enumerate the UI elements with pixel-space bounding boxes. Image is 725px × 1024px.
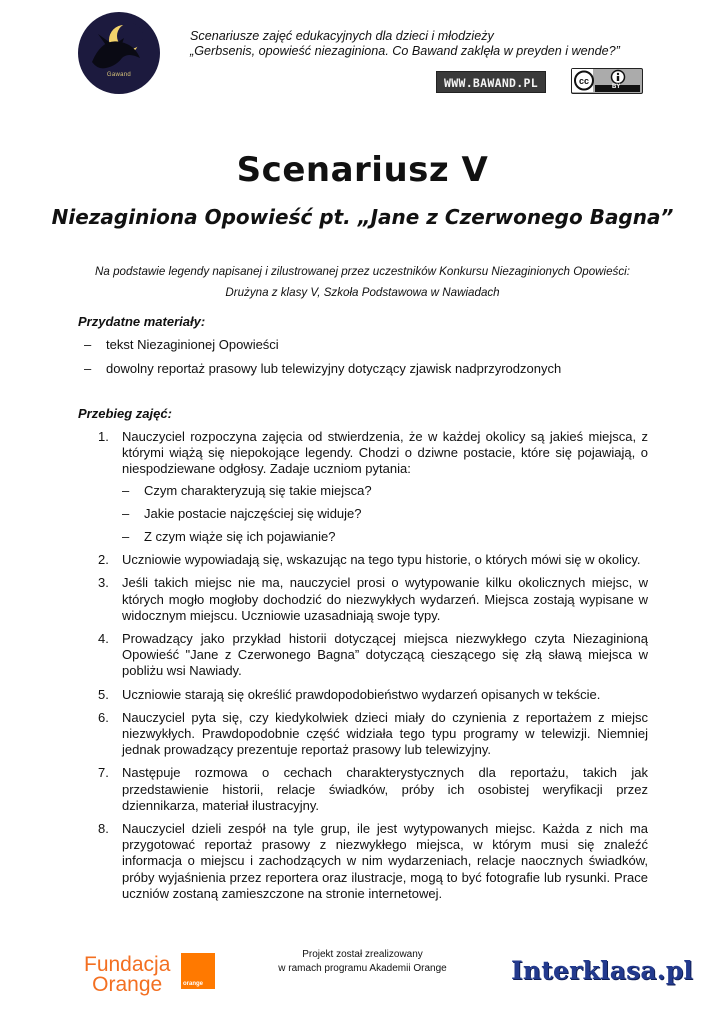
source-note: Na podstawie legendy napisanej i zilustrowanej przez uczestników Konkursu Niezaginionych Opowieści: — [95, 265, 630, 278]
step-number: 6. — [98, 709, 109, 725]
course-step — [98, 552, 648, 568]
question-text: Czym charakteryzują się takie miejsca? — [144, 482, 372, 498]
step-text: Nauczyciel pyta się, czy kiedykolwiek dzieci miały do czynienia z reportażem z miejsc niezwykłych. Prawdopodobnie część widziała tego typu programy w telewizji. Niemniej jednak prowadzący prezentuje reportaż prasowy lub telewizyjny. — [122, 709, 648, 758]
dash-bullet-icon: – — [84, 337, 92, 352]
project-line-2: w ramach programu Akademii Orange — [278, 963, 447, 974]
question-list — [122, 483, 648, 546]
step-text: Nauczyciel rozpoczyna zajęcia od stwierdzenia, że w każdej okolicy są jakieś miejsca, z którymi wiążą się niepokojące legendy. Chodzi o dziwne postacie, które się pojawiają, o niespodziewane odgłosy. Zadaje uczniom pytania: — [122, 429, 648, 477]
course-step — [98, 821, 648, 902]
project-line-1: Projekt został zrealizowany — [302, 949, 423, 960]
step-text: Uczniowie wypowiadają się, wskazując na tego typu historie, o których mówi się w okolicy. — [122, 552, 641, 568]
step-number: 7. — [98, 765, 109, 781]
orange-brand-logo — [181, 953, 215, 989]
orange-line: Orange — [92, 973, 163, 996]
project-note — [250, 948, 475, 976]
interklasa-logo[interactable]: Interklasa.pl — [511, 956, 694, 985]
question-text: Z czym wiąże się ich pojawianie? — [144, 529, 336, 545]
step-number: 3. — [98, 575, 109, 591]
step-number: 5. — [98, 686, 109, 702]
step-text: Uczniowie starają się określić prawdopodobieństwo wydarzeń opisanych w tekście. — [122, 686, 601, 702]
header-series-title: Scenariusze zajęć edukacyjnych dla dzieci i młodzieży — [190, 29, 494, 43]
dash-bullet-icon: – — [84, 361, 92, 376]
course-step — [98, 687, 648, 703]
course-steps-list — [98, 429, 648, 909]
question-item — [122, 483, 648, 499]
license-by-label: BY — [612, 84, 621, 90]
step-text: Jeśli takich miejsc nie ma, nauczyciel prosi o wytypowanie kilku okolicznych miejsc, w których mogło mogłoby dochodzić do niezwykłych wydarzeń. Miejsca zostają wypisane w widocznym miejscu. Uczniowie uzasadniają swoje typy. — [122, 575, 648, 623]
course-step — [98, 710, 648, 759]
svg-text:cc: cc — [578, 76, 590, 86]
step-text: Prowadzący jako przykład historii dotyczącej miejsca niezwykłego czyta Niezaginioną Opowieść "Jane z Czerwonego Bagna” dotyczącą cieszącego się złą sławą miejsca w pobliżu wsi Nawiady. — [122, 631, 648, 679]
page-subtitle: Niezaginiona Opowieść pt. „Jane z Czerwonego Bagna” — [51, 205, 674, 229]
course-step — [98, 575, 648, 624]
materials-item — [84, 337, 279, 352]
materials-heading: Przydatne materiały: — [78, 314, 206, 329]
bawand-logo — [78, 12, 160, 94]
step-text: Nauczyciel dzieli zespół na tyle grup, ile jest wytypowanych miejsc. Każda z nich ma przygotować reportaż prasowy z niezwykłego miejsca, w którym musi się znaleźć informacja o miejscu i zachodzących w nim wydarzeniach, relacje naocznych świadków, próby wyjaśnienia przez reportera oraz ilustracje, mogą to być fotografie lub rysunki. Prace uczniów zostaną zamieszczone na stronie internetowej. — [122, 821, 648, 901]
question-text: Jakie postacie najczęściej się widuje? — [144, 505, 362, 521]
cc-icon — [572, 69, 641, 92]
step-number: 4. — [98, 631, 109, 647]
cc-by-license-badge[interactable] — [571, 68, 643, 94]
dash-bullet-icon: – — [122, 529, 130, 545]
course-step — [98, 429, 648, 545]
dash-bullet-icon: – — [122, 482, 130, 498]
question-item — [122, 506, 648, 522]
team-note: Drużyna z klasy V, Szkoła Podstawowa w Nawiadach — [225, 286, 500, 299]
orange-brand-label: orange — [183, 981, 204, 987]
course-step — [98, 765, 648, 814]
fundacja-line: Fundacja — [84, 953, 171, 976]
course-step — [98, 631, 648, 680]
step-text: Następuje rozmowa o cechach charakterystycznych dla reportażu, takich jak przedstawienie historii, relacje świadków, próby ich osobistej weryfikacji przez dziennikarza, materiał ilustracyjny. — [122, 765, 648, 813]
fundacja-orange-logo — [84, 955, 170, 995]
step-number: 2. — [98, 552, 109, 568]
header-book-title: „Gerbsenis, opowieść niezaginiona. Co Bawand zaklęła w preyden i wende?” — [190, 44, 620, 58]
step-number: 1. — [98, 429, 109, 444]
materials-item-text: dowolny reportaż prasowy lub telewizyjny dotyczący zjawisk nadprzyrodzonych — [106, 361, 562, 376]
materials-item — [84, 361, 561, 376]
step-number: 8. — [98, 821, 109, 837]
page-title: Scenariusz V — [236, 150, 489, 190]
question-item — [122, 529, 648, 545]
dash-bullet-icon: – — [122, 505, 130, 521]
logo-caption: Gawand — [106, 72, 132, 78]
course-heading: Przebieg zajęć: — [78, 406, 172, 421]
raven-moon-icon — [78, 12, 160, 94]
bawand-url-badge[interactable]: WWW.BAWAND.PL — [436, 71, 546, 93]
materials-item-text: tekst Niezaginionej Opowieści — [106, 337, 279, 352]
